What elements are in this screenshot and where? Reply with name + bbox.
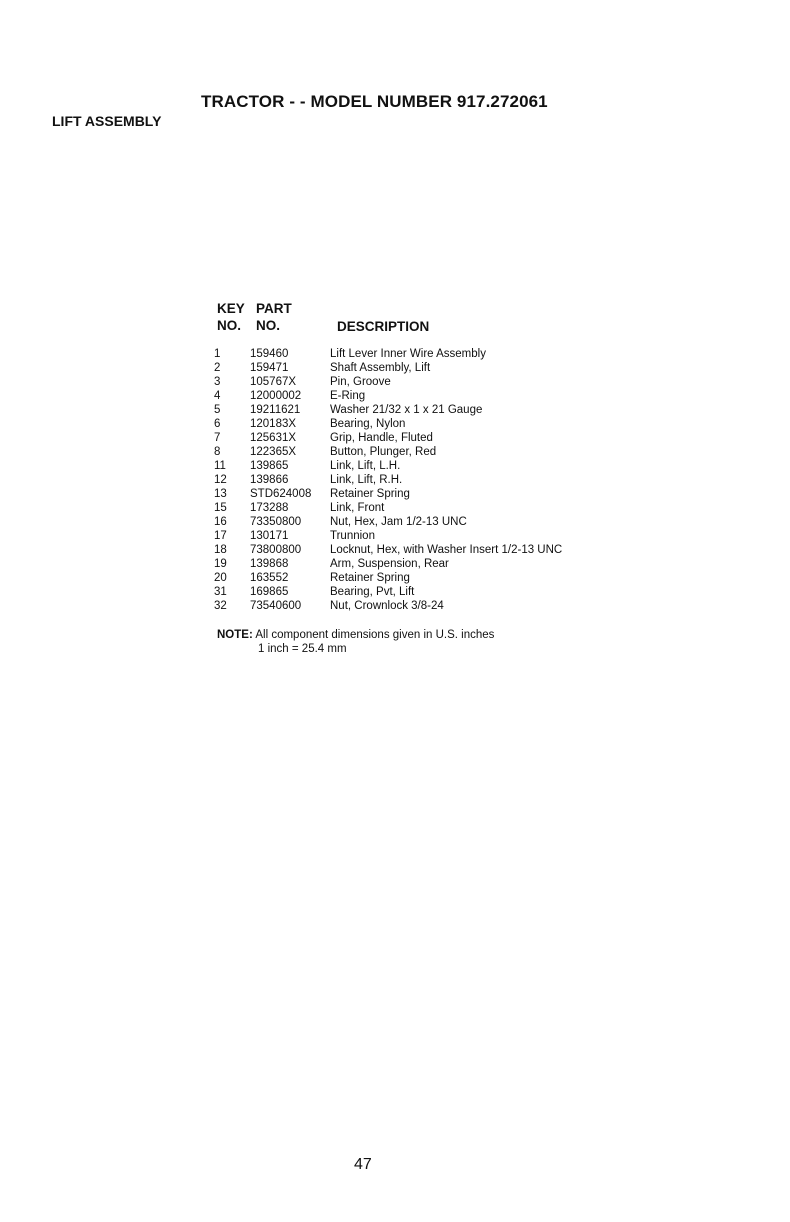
table-row	[214, 529, 634, 543]
column-header-key-line1: KEY	[217, 301, 245, 316]
part-number: 159460	[250, 348, 289, 360]
table-row	[214, 389, 634, 403]
table-row	[214, 417, 634, 431]
part-description: Link, Lift, L.H.	[330, 460, 401, 472]
column-header-description: DESCRIPTION	[337, 319, 430, 334]
key-number: 32	[214, 600, 227, 612]
table-row	[214, 543, 634, 557]
table-row	[214, 431, 634, 445]
note-text: All component dimensions given in U.S. inches	[255, 629, 495, 641]
table-row	[214, 557, 634, 571]
part-number: 73350800	[250, 516, 302, 528]
part-description: Button, Plunger, Red	[330, 446, 437, 458]
part-description: Retainer Spring	[330, 488, 410, 500]
table-row	[214, 445, 634, 459]
key-number: 13	[214, 488, 227, 500]
table-row	[214, 571, 634, 585]
key-number: 19	[214, 558, 227, 570]
key-number: 1	[214, 348, 221, 360]
part-number: 73540600	[250, 600, 302, 612]
key-number: 15	[214, 502, 227, 514]
key-number: 3	[214, 376, 221, 388]
key-number: 8	[214, 446, 221, 458]
part-description: Locknut, Hex, with Washer Insert 1/2-13 UNC	[330, 544, 563, 556]
part-description: E-Ring	[330, 390, 366, 402]
part-description: Arm, Suspension, Rear	[330, 558, 449, 570]
part-description: Washer 21/32 x 1 x 21 Gauge	[330, 404, 483, 416]
part-description: Lift Lever Inner Wire Assembly	[330, 348, 486, 360]
part-number: 139868	[250, 558, 289, 570]
table-row	[214, 375, 634, 389]
note	[217, 628, 494, 642]
key-number: 2	[214, 362, 221, 374]
part-number: 139865	[250, 460, 289, 472]
column-header-key-line2: NO.	[217, 318, 242, 333]
note-conversion: 1 inch = 25.4 mm	[258, 643, 347, 655]
part-description: Bearing, Nylon	[330, 418, 406, 430]
table-row	[214, 347, 634, 361]
key-number: 11	[214, 460, 226, 472]
key-number: 20	[214, 572, 227, 584]
key-number: 5	[214, 404, 221, 416]
table-row	[214, 403, 634, 417]
key-number: 16	[214, 516, 227, 528]
table-row	[214, 501, 634, 515]
key-number: 17	[214, 530, 227, 542]
part-description: Link, Front	[330, 502, 385, 514]
part-description: Trunnion	[330, 530, 375, 542]
part-number: 19211621	[250, 404, 301, 416]
key-number: 6	[214, 418, 221, 430]
part-number: STD624008	[250, 488, 312, 500]
part-number: 105767X	[250, 376, 297, 388]
part-description: Link, Lift, R.H.	[330, 474, 403, 486]
part-number: 130171	[250, 530, 289, 542]
column-header-part-line1: PART	[256, 301, 292, 316]
section-heading: LIFT ASSEMBLY	[52, 113, 162, 129]
page-number: 47	[354, 1156, 372, 1173]
table-row	[214, 473, 634, 487]
key-number: 4	[214, 390, 221, 402]
table-row	[214, 487, 634, 501]
part-number: 120183X	[250, 418, 297, 430]
part-number: 125631X	[250, 432, 297, 444]
part-description: Retainer Spring	[330, 572, 410, 584]
part-number: 159471	[250, 362, 289, 374]
key-number: 7	[214, 432, 221, 444]
page-title: TRACTOR - - MODEL NUMBER 917.272061	[201, 92, 548, 111]
part-description: Nut, Crownlock 3/8-24	[330, 600, 444, 612]
part-number: 73800800	[250, 544, 302, 556]
table-row	[214, 599, 634, 613]
parts-list	[214, 347, 634, 613]
table-row	[214, 361, 634, 375]
table-row	[214, 515, 634, 529]
note-label: NOTE:	[217, 629, 253, 641]
part-description: Bearing, Pvt, Lift	[330, 586, 415, 598]
part-number: 12000002	[250, 390, 302, 402]
part-description: Grip, Handle, Fluted	[330, 432, 433, 444]
key-number: 31	[214, 586, 227, 598]
column-header-part-line2: NO.	[256, 318, 281, 333]
part-number: 122365X	[250, 446, 297, 458]
part-description: Pin, Groove	[330, 376, 391, 388]
key-number: 18	[214, 544, 227, 556]
part-number: 163552	[250, 572, 289, 584]
table-row	[214, 459, 634, 473]
part-number: 169865	[250, 586, 289, 598]
part-number: 173288	[250, 502, 289, 514]
part-number: 139866	[250, 474, 289, 486]
table-row	[214, 585, 634, 599]
part-description: Nut, Hex, Jam 1/2-13 UNC	[330, 516, 467, 528]
key-number: 12	[214, 474, 227, 486]
part-description: Shaft Assembly, Lift	[330, 362, 431, 374]
